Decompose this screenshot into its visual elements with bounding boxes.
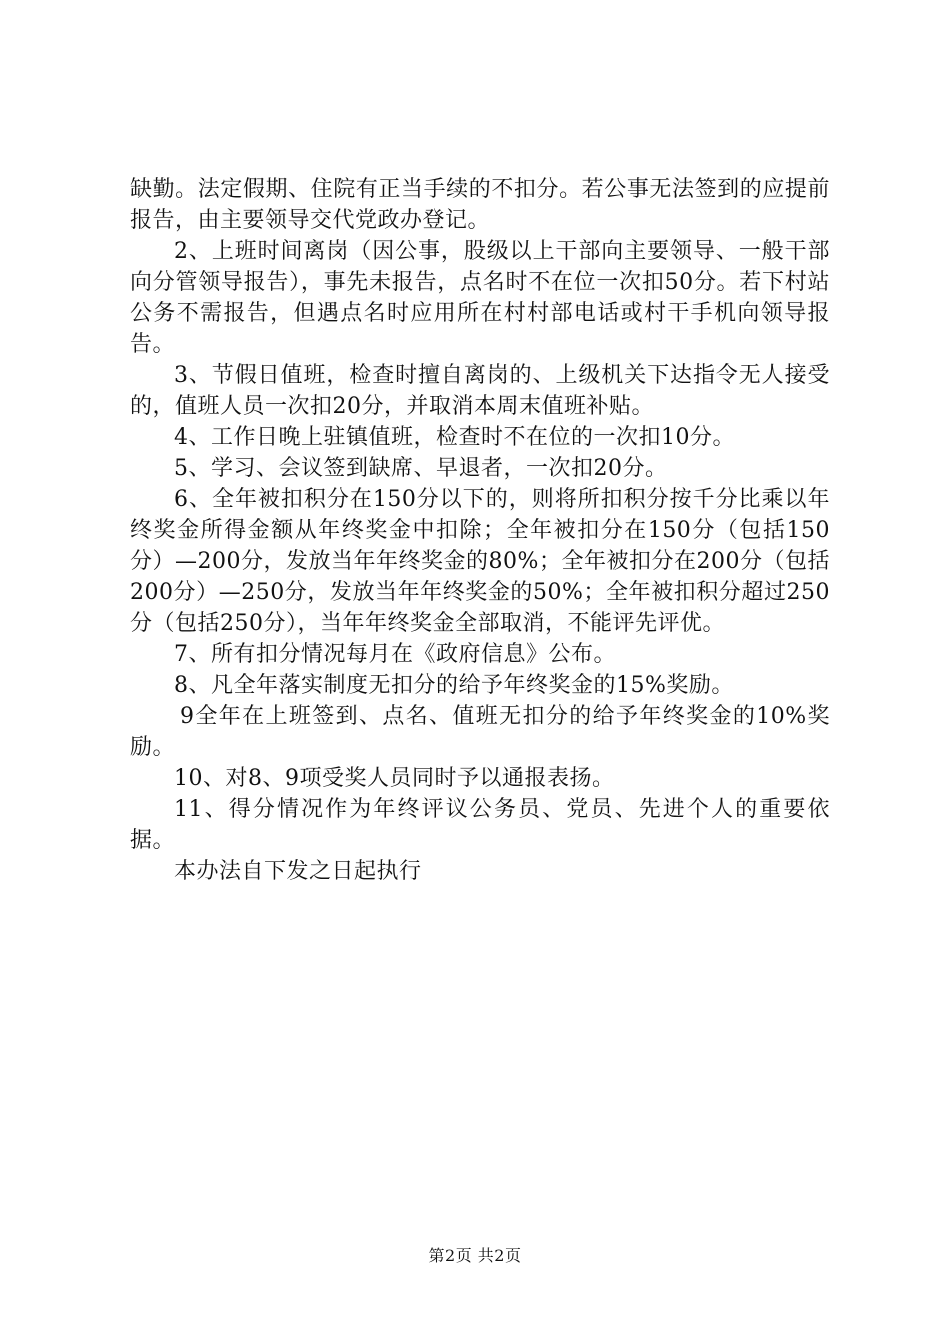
paragraph-rule-7: 7、所有扣分情况每月在《政府信息》公布。 xyxy=(174,642,616,667)
paragraph-rule-10: 10、对8、9项受奖人员同时予以通报表扬。 xyxy=(174,766,615,791)
paragraph-effective-date: 本办法自下发之日起执行 xyxy=(174,859,422,884)
document-body xyxy=(130,174,830,887)
paragraph-rule-3: 3、节假日值班，检查时擅自离岗的、上级机关下达指令无人接受的，值班人员一次扣20分，并取消本周末值班补贴。 xyxy=(130,363,830,419)
paragraph-rule-6: 6、全年被扣积分在150分以下的，则将所扣积分按千分比乘以年终奖金所得金额从年终奖金中扣除；全年被扣分在150分（包括150分）—200分，发放当年年终奖金的80%；全年被扣分在200分（包括200分）—250分，发放当年年终奖金的50%；全年被扣积分超过250分（包括250分），当年年终奖金全部取消，不能评先评优。 xyxy=(130,487,830,636)
paragraph-rule-9: 9全年在上班签到、点名、值班无扣分的给予年终奖金的10%奖励。 xyxy=(130,704,830,760)
paragraph-rule-2: 2、上班时间离岗（因公事，股级以上干部向主要领导、一般干部向分管领导报告），事先未报告，点名时不在位一次扣50分。若下村站公务不需报告，但遇点名时应用所在村村部电话或村干手机向领导报告。 xyxy=(130,239,830,357)
paragraph-attendance-continued: 缺勤。法定假期、住院有正当手续的不扣分。若公事无法签到的应提前报告，由主要领导交代党政办登记。 xyxy=(130,177,830,233)
paragraph-rule-8: 8、凡全年落实制度无扣分的给予年终奖金的15%奖励。 xyxy=(174,673,734,698)
paragraph-rule-4: 4、工作日晚上驻镇值班，检查时不在位的一次扣10分。 xyxy=(174,425,735,450)
paragraph-rule-5: 5、学习、会议签到缺席、早退者，一次扣20分。 xyxy=(174,456,668,481)
page-number-footer: 第2页 共2页 xyxy=(428,1246,522,1265)
paragraph-rule-11: 11、得分情况作为年终评议公务员、党员、先进个人的重要依据。 xyxy=(130,797,830,853)
